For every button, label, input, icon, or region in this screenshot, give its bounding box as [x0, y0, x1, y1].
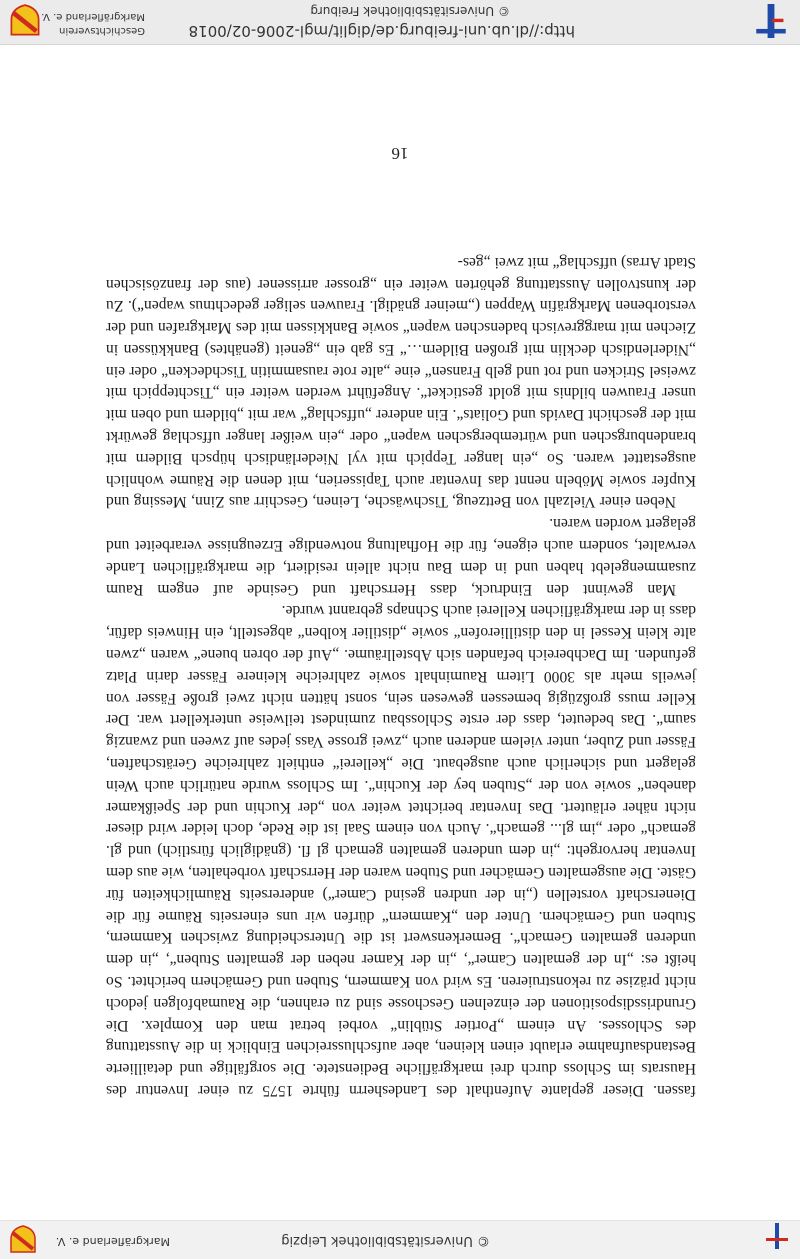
society-crest-icon: [8, 4, 42, 38]
paragraph: Neben einer Vielzahl von Bettzeug, Tischwäsche, Leinen, Geschirr aus Zinn, Messing und Kupfer sowie Möbeln nennt das Inventar auch Tapisserien, mit denen die Räume wohnlich ausgestattet waren. So „ein langer Teppich mit vyl Niederländisch hüpsch Bildern mit brandenburgschen und würtembergschen wapen“ oder „ein weißer langer uffschlag gewürkt mit der geschicht Davids und Goliats“. Ein anderer „uffschlag“ war mit „bildern und oben mit unser Frauwen bildnis mit goldt gesticket“. Angeführt werden weiter ein „Tischteppich mit zweisel Stricken und rot und gelb Fransen“ eine „alte rote rausammitin Tischdecken“ oder ein „Niderlendisch decklin mit großen Bildern…“ Es gab ein „geneit (genähtes) Bankküssen in Ziechen mit marggrevisch badenschen wapen“ sowie Bankkissen mit des Markgrafen und der verstorbenen Markgräfin Wappen („meiner gnädigl. Frauwen seliger gedechtnus wapen“). Zu der kunstvollen Ausstattung gehörten weiter ein „grosser arrissener (aus der französischen Stadt Arras) uffschlag“ mit zwei „ges-: [106, 253, 696, 511]
copyright-label: © Universitätsbibliothek Freiburg: [310, 4, 510, 18]
page-number: 16: [391, 144, 409, 163]
society-name-line1: Geschichtsverein: [59, 25, 145, 36]
society-crest-icon: [8, 1225, 38, 1255]
paragraph: fassen. Dieser geplante Aufenthalt des Landesherrn führte 1575 zu einer Inventur des Hausrats im Schloss durch drei markgräfliche Bedienstete. Die sorgfältige und detaillierte Bestandsaufnahme erlaubt einen kleinen, aber aufschlussreichen Einblick in die Ausstattung des Schlosses. An einem „Portier Stüblin“ vorbei betrat man den Komplex. Die Grundrissdispositionen der einzelnen Geschosse sind zu erahnen, die Raumabfolgen jedoch nicht präzise zu rekonstruieren. Es wird von Kammern, Stuben und Gemächern berichtet. So heißt es: „In der gemalten Camer“, „in der Kamer neben der gemalten Stuben“, „in dem underen gemalten Gemach“. Bemerkenswert ist die Unterscheidung zwischen Kammern, Stuben und Gemächern. Unter den „Kammern“ dürfen wir uns einerseits Räume für die Dienerschaft vorstellen („in der undren gesind Camer“) andererseits Räumlichkeiten für Gäste. Die ausgemalten Gemächer und Stuben waren der Herrschaft vorbehalten, wie aus dem Inventar hervorgeht: „in dem underen gemalten gemach gl fl. (gnädiglich fürstlich) und gl. gemach“ oder „im gl... gemach“. Auch von einem Saal ist die Rede, doch leider wird dieser nicht näher erläutert. Das Inventar berichtet weiter von „der Kuchin und der Speißkamer daneben“ sowie von der „Stuben bey der Kuchin“. Im Schloss wurde natürlich auch Wein gelagert und sicherlich auch ausgebaut. Die „kellerei“ enthielt zahlreiche Gerätschaften, Fässer und Zuber, unter vielem anderen auch „zwei grosse Vass jedes auf zween und zwanzig saum“. Das bedeutet, dass der erste Schlossbau zumindest teilweise unterkellert war. Der Keller muss großzügig bemessen gewesen sein, sonst hätten nicht zwei große Fässer von jeweils mehr als 3000 Litern Rauminhalt sowie zahlreiche kleinere Fässer darin Platz gefunden. Im Dachbereich befanden sich Abstellräume. „Auf der obren buene“ waren „zwen alte klein Kessel in den distillierofen“ sowie „distilier kolben“ abgestellt, ein Hinweis dafür, dass in der markgräflichen Kellerei auch Schnaps gebrannt wurde.: [106, 602, 696, 1099]
leipzig-library-logo-icon: [762, 1221, 792, 1251]
freiburg-library-logo-icon: [754, 4, 788, 38]
page-body: [106, 251, 696, 1101]
society-name-line2: Markgräflerland e. V.: [41, 11, 145, 22]
viewer-bottom-bar: [0, 0, 800, 45]
paragraph: Man gewinnt den Eindruck, dass Herrschaft und Gesinde auf engem Raum zusammengelebt haben und in dem Bau nicht allein residiert, die markgräflichen Lande verwaltet, sondern auch eigene, für die Hofhaltung notwendige Erzeugnisse verarbeitet und gelagert worden waren.: [106, 515, 696, 598]
viewer-top-bar: [0, 1220, 800, 1259]
library-label: © Universitätsbibliothek Leipzig: [281, 1233, 490, 1248]
society-label: Markgräflerland e. V.: [55, 1235, 170, 1248]
source-url-link[interactable]: http://dl.ub.uni-freiburg.de/diglit/mgl-2006-02/0018: [188, 22, 575, 40]
